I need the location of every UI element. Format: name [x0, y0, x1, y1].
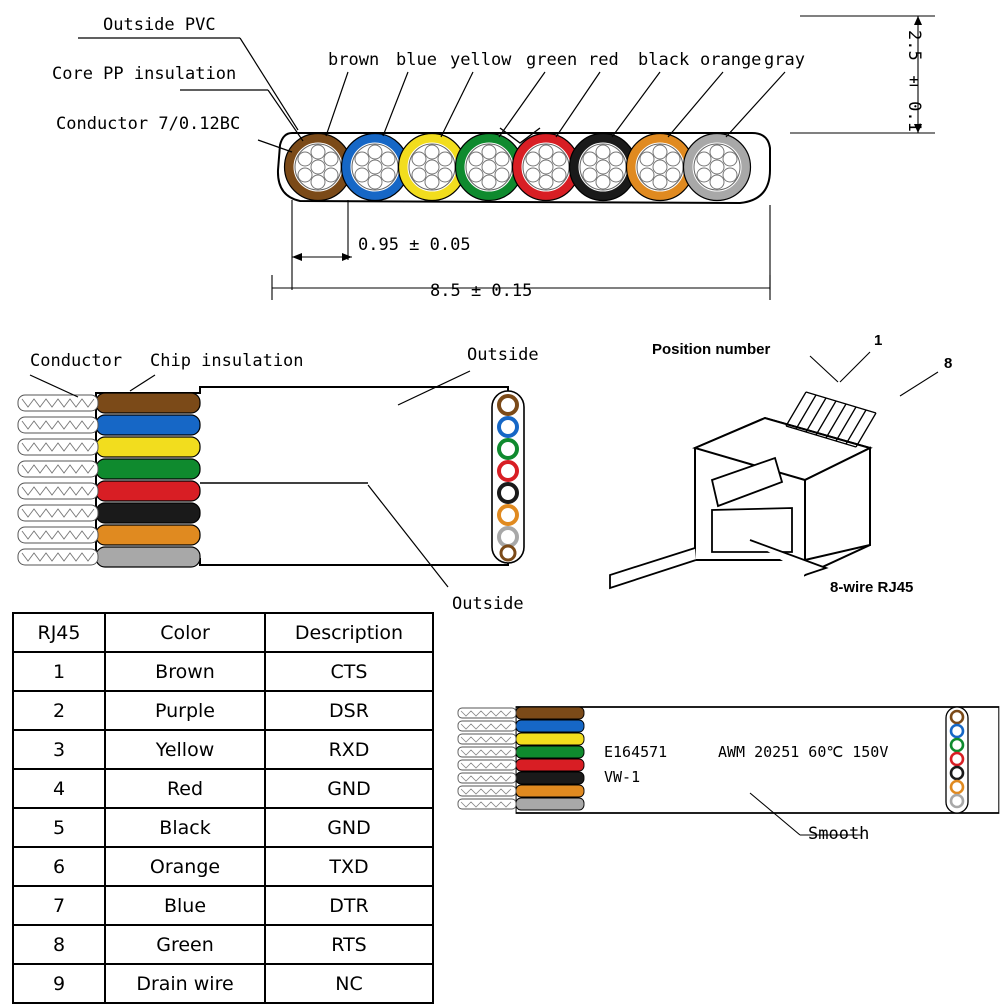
table-row [13, 925, 433, 964]
label-outside-bottom: Outside [452, 594, 524, 614]
table-row [13, 808, 433, 847]
cell-color: Yellow [105, 730, 265, 769]
cable-end-cross-section [492, 391, 524, 563]
flat-cable-diagram [0, 335, 560, 615]
pin-number-leaders [810, 352, 938, 396]
wire-label-black: black [638, 50, 690, 70]
cell-color: Black [105, 808, 265, 847]
cell-pin: 5 [13, 808, 105, 847]
cell-pin: 6 [13, 847, 105, 886]
table-row [13, 652, 433, 691]
cell-description: DTR [265, 886, 433, 925]
label-smooth: Smooth [808, 824, 870, 844]
cell-pin: 8 [13, 925, 105, 964]
print-code: E164571 [604, 743, 668, 761]
label-chip-insulation: Chip insulation [150, 351, 304, 371]
cell-pin: 2 [13, 691, 105, 730]
cell-description: DSR [265, 691, 433, 730]
table-row [13, 964, 433, 1003]
cell-pin: 7 [13, 886, 105, 925]
cell-color: Blue [105, 886, 265, 925]
cell-description: NC [265, 964, 433, 1003]
callout-outside-pvc: Outside PVC [103, 15, 216, 35]
table-header-rj45: RJ45 [13, 613, 105, 652]
cell-pin: 1 [13, 652, 105, 691]
top-cable-cross-section [0, 0, 1000, 320]
cell-color: Brown [105, 652, 265, 691]
cell-description: RTS [265, 925, 433, 964]
caption-8-wire-rj45: 8-wire RJ45 [830, 579, 914, 596]
dimension-height: 2.5 ± 0.1 [904, 30, 924, 132]
callout-core-pp-insulation: Core PP insulation [52, 64, 237, 84]
printed-cable-end-section [946, 707, 968, 813]
label-pin-1: 1 [874, 332, 883, 349]
label-outside-top: Outside [467, 345, 539, 365]
dimension-width: 8.5 ± 0.15 [430, 281, 533, 301]
wire-label-orange: orange [700, 50, 762, 70]
wire-label-blue: blue [396, 50, 437, 70]
table-header-color: Color [105, 613, 265, 652]
wire-label-brown: brown [328, 50, 380, 70]
cell-color: Red [105, 769, 265, 808]
cell-pin: 3 [13, 730, 105, 769]
cell-color: Orange [105, 847, 265, 886]
wire-label-gray: gray [764, 50, 805, 70]
table-row [13, 886, 433, 925]
cell-color: Green [105, 925, 265, 964]
table-header-description: Description [265, 613, 433, 652]
cell-description: GND [265, 769, 433, 808]
conductor-ends [18, 395, 98, 565]
table-row [13, 730, 433, 769]
cell-description: RXD [265, 730, 433, 769]
wire-label-green: green [526, 50, 578, 70]
cell-color: Purple [105, 691, 265, 730]
cell-description: TXD [265, 847, 433, 886]
dimension-pitch: 0.95 ± 0.05 [358, 235, 471, 255]
cell-description: CTS [265, 652, 433, 691]
rj45-pinout-table [12, 612, 432, 1004]
wire-label-yellow: yellow [450, 50, 512, 70]
table-row [13, 691, 433, 730]
left-callout-lines [78, 38, 303, 152]
print-rating: VW-1 [604, 768, 641, 786]
cell-description: GND [265, 808, 433, 847]
cell-pin: 9 [13, 964, 105, 1003]
callout-conductor-spec: Conductor 7/0.12BC [56, 114, 241, 134]
table-header-row [13, 613, 433, 652]
print-spec: AWM 20251 60℃ 150V [718, 743, 889, 761]
wire-label-red: red [588, 50, 619, 70]
rj45-connector-diagram [600, 330, 1000, 610]
connector-slot [712, 508, 792, 552]
table-row [13, 847, 433, 886]
label-position-number: Position number [652, 341, 771, 358]
cell-pin: 4 [13, 769, 105, 808]
label-pin-8: 8 [944, 355, 953, 372]
cell-color: Drain wire [105, 964, 265, 1003]
printed-cable-diagram [450, 685, 1000, 865]
wire-leader-lines [326, 72, 785, 137]
label-conductor: Conductor [30, 351, 123, 371]
table-row [13, 769, 433, 808]
